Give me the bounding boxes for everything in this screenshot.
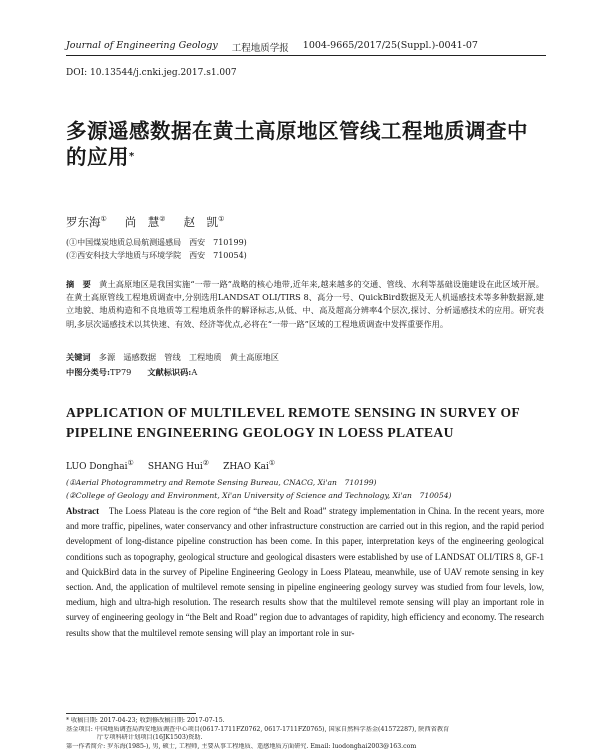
keywords-cn-label: 关键词 [66, 352, 91, 362]
clc-number: 中图分类号:TP79 [66, 367, 132, 377]
journal-title-cn: 工程地质学报 [231, 43, 289, 54]
title-footnote-marker: * [129, 151, 135, 162]
affiliation-cn-1: (①中国煤炭地质总局航测遥感局 西安 710199) [66, 238, 247, 247]
title-en: APPLICATION OF MULTILEVEL REMOTE SENSING IN SURVEY OF PIPELINE ENGINEERING GEOLOGY IN LOESS PLATEAU [66, 405, 520, 440]
authors-en [66, 459, 275, 472]
classification-cn [66, 367, 197, 378]
keywords-cn-text: 多源 遥感数据 管线 工程地质 黄土高原地区 [98, 352, 279, 362]
author-cn: 罗东海① [66, 215, 107, 229]
journal-title-en: Journal of Engineering Geology [66, 40, 218, 51]
author-cn: 赵 凯① [183, 215, 225, 229]
abstract-cn-label: 摘 要 [66, 279, 91, 289]
affiliation-en-1: (①Aerial Photogrammetry and Remote Sensing Bureau, CNACG, Xi'an 710199) [66, 478, 377, 487]
title-cn-text: 多源遥感数据在黄土高原地区管线工程地质调查中的应用 [66, 119, 528, 169]
author-en: LUO Donghai① [66, 459, 134, 472]
abstract-en [66, 504, 544, 641]
doi: DOI: 10.13544/j.cnki.jeg.2017.s1.007 [66, 68, 237, 78]
author-cn: 尚 慧② [124, 215, 166, 229]
footnotes [66, 717, 544, 751]
footnote-funding-cont: 厅专项科研计划项目(16JK1503)资助. [66, 734, 203, 742]
footnote-author-bio: 第一作者简介: 罗东海(1985-), 男, 硕士, 工程师, 主要从事工程地质、遥感地质方面研究. Email: luodonghai2003@163.com [66, 742, 417, 750]
keywords-cn [66, 352, 279, 363]
abstract-cn [66, 278, 544, 331]
affiliation-en-2: (②College of Geology and Environment, Xi'an University of Science and Technology, Xi'an 710054) [66, 491, 452, 500]
running-header [66, 40, 546, 54]
issn-info: 1004-9665/2017/25(Suppl.)-0041-07 [302, 40, 478, 51]
footnote-received: * 收稿日期: 2017-04-23; 收到修改稿日期: 2017-07-15. [66, 717, 225, 724]
author-en: ZHAO Kai① [223, 459, 276, 472]
abstract-en-label: Abstract [66, 506, 100, 516]
affiliation-cn-2: (②西安科技大学地质与环境学院 西安 710054) [66, 251, 247, 260]
abstract-cn-text: 黄土高原地区是我国实施“一带一路”战略的核心地带,近年来,越来越多的交通、管线、水利等基础设施建设在此区域开展。在黄土高原管线工程地质调查中,分别选用LANDSAT OLI/TIRS 8、高分一号、QuickBird数据及无人机遥感技术等多种数据源,建立地貌、地质构造和不良地质等工程地质条件的解译标志,从低、中、高及超高分辨率4个层次,探讨、分析遥感技术的应用。研究表明,多层次遥感技术以其快速、有效、经济等优点,必将在“一带一路”区域的工程地质调查中发挥重要作用。 [66, 279, 544, 329]
footnote-rule [66, 713, 196, 714]
document-code: 文献标识码:A [147, 367, 198, 377]
abstract-en-text: The Loess Plateau is the core region of “the Belt and Road” strategy implementation in China. In the recent years, more and more traffic, pipelines, water conservancy and other infrastructure construction are carried out in this region, and the rapid period development of long-distance pipeline construction has been come. In this paper, interpretation keys of the engineering geological conditions such as topography, geological structure and geological disasters were established by use of LANDSAT OLI/TIRS 8, GF-1 and QuickBird data in the survey of Pipeline Engineering Geology in Loess Plateau, meanwhile, use of UAV remote sensing in key section. And, the application of multilevel remote sensing in pipeline engineering geology survey was studied from four levels, low, medium, high and ultra-high resolution. The research results show that the multilevel remote sensing will play an important role in survey of engineering geology in “the Belt and Road” region due to advantages of rapidity, high efficiency and economy. The research results show that the multilevel remote sensing will play an important role in sur- [66, 506, 545, 638]
header-rule [66, 55, 546, 56]
title-cn [66, 118, 544, 170]
author-en: SHANG Hui② [147, 459, 210, 472]
authors-cn [66, 214, 224, 230]
footnote-funding: 基金项目: 中国地质调查局西安地质调查中心项目(0617-1711FZ0762, 0617-1711FZ0765), 国家自然科学基金(41572287), 陕西省教育 [66, 725, 450, 733]
